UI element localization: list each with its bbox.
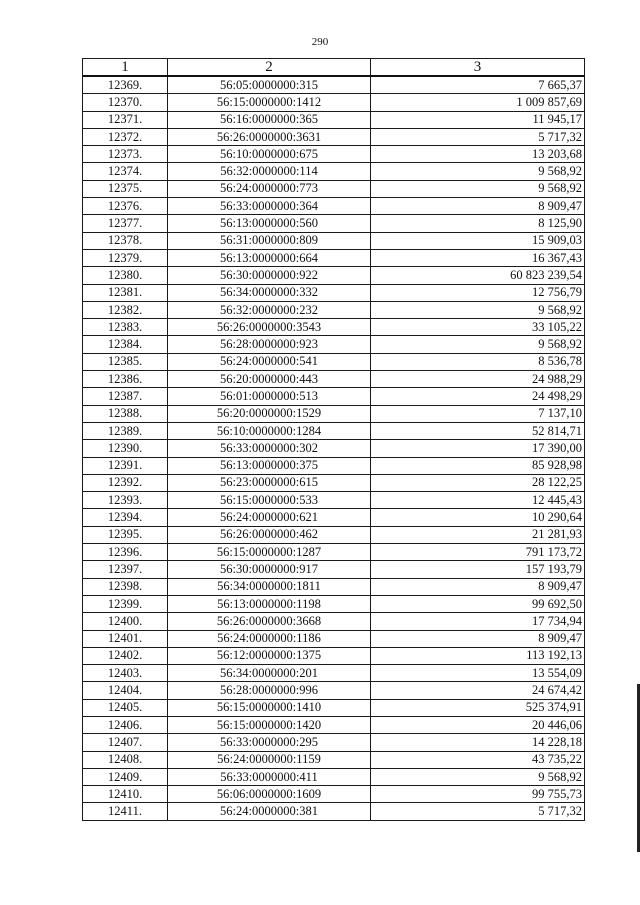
table-row xyxy=(83,180,585,197)
value-cell: 24 988,29 xyxy=(371,371,585,388)
table-row xyxy=(83,353,585,370)
table-row xyxy=(83,630,585,647)
row-number-cell: 12374. xyxy=(83,163,168,180)
value-cell: 12 445,43 xyxy=(371,492,585,509)
cadastral-number-cell: 56:34:0000000:332 xyxy=(168,284,371,301)
row-number-cell: 12406. xyxy=(83,716,168,733)
cadastral-number-cell: 56:24:0000000:773 xyxy=(168,180,371,197)
row-number-cell: 12399. xyxy=(83,595,168,612)
cadastral-number-cell: 56:15:0000000:533 xyxy=(168,492,371,509)
table-row xyxy=(83,561,585,578)
cadastral-number-cell: 56:33:0000000:364 xyxy=(168,198,371,215)
table-row xyxy=(83,267,585,284)
value-cell: 8 909,47 xyxy=(371,630,585,647)
table-row xyxy=(83,146,585,163)
column-header-cadastral-number: 2 xyxy=(168,59,371,77)
row-number-cell: 12405. xyxy=(83,699,168,716)
cadastral-number-cell: 56:24:0000000:1159 xyxy=(168,751,371,768)
table-row xyxy=(83,371,585,388)
table-row xyxy=(83,595,585,612)
row-number-cell: 12403. xyxy=(83,665,168,682)
table-row xyxy=(83,94,585,111)
row-number-cell: 12396. xyxy=(83,544,168,561)
cadastral-number-cell: 56:32:0000000:114 xyxy=(168,163,371,180)
cadastral-number-cell: 56:20:0000000:443 xyxy=(168,371,371,388)
cadastral-number-cell: 56:24:0000000:381 xyxy=(168,803,371,820)
cadastral-number-cell: 56:23:0000000:615 xyxy=(168,474,371,491)
row-number-cell: 12384. xyxy=(83,336,168,353)
table-body xyxy=(83,76,585,820)
cadastral-number-cell: 56:33:0000000:295 xyxy=(168,734,371,751)
row-number-cell: 12371. xyxy=(83,111,168,128)
value-cell: 7 137,10 xyxy=(371,405,585,422)
cadastral-number-cell: 56:30:0000000:917 xyxy=(168,561,371,578)
cadastral-number-cell: 56:32:0000000:232 xyxy=(168,301,371,318)
row-number-cell: 12411. xyxy=(83,803,168,820)
cadastral-number-cell: 56:26:0000000:462 xyxy=(168,526,371,543)
value-cell: 13 203,68 xyxy=(371,146,585,163)
cadastral-number-cell: 56:13:0000000:1198 xyxy=(168,595,371,612)
table-row xyxy=(83,232,585,249)
cadastral-number-cell: 56:34:0000000:1811 xyxy=(168,578,371,595)
row-number-cell: 12391. xyxy=(83,457,168,474)
row-number-cell: 12404. xyxy=(83,682,168,699)
table-row xyxy=(83,440,585,457)
value-cell: 52 814,71 xyxy=(371,422,585,439)
table-row xyxy=(83,647,585,664)
cadastral-number-cell: 56:34:0000000:201 xyxy=(168,665,371,682)
column-header-value: 3 xyxy=(371,59,585,77)
value-cell: 28 122,25 xyxy=(371,474,585,491)
table-row xyxy=(83,284,585,301)
table-row xyxy=(83,215,585,232)
row-number-cell: 12383. xyxy=(83,319,168,336)
value-cell: 157 193,79 xyxy=(371,561,585,578)
table-row xyxy=(83,665,585,682)
row-number-cell: 12394. xyxy=(83,509,168,526)
cadastral-number-cell: 56:28:0000000:923 xyxy=(168,336,371,353)
row-number-cell: 12397. xyxy=(83,561,168,578)
cadastral-value-table xyxy=(82,58,585,821)
row-number-cell: 12370. xyxy=(83,94,168,111)
cadastral-number-cell: 56:26:0000000:3668 xyxy=(168,613,371,630)
value-cell: 11 945,17 xyxy=(371,111,585,128)
table-row xyxy=(83,388,585,405)
cadastral-number-cell: 56:24:0000000:1186 xyxy=(168,630,371,647)
table-row xyxy=(83,319,585,336)
value-cell: 21 281,93 xyxy=(371,526,585,543)
value-cell: 60 823 239,54 xyxy=(371,267,585,284)
column-header-number: 1 xyxy=(83,59,168,77)
value-cell: 5 717,32 xyxy=(371,803,585,820)
cadastral-number-cell: 56:01:0000000:513 xyxy=(168,388,371,405)
row-number-cell: 12400. xyxy=(83,613,168,630)
value-cell: 17 390,00 xyxy=(371,440,585,457)
table-row xyxy=(83,336,585,353)
value-cell: 7 665,37 xyxy=(371,76,585,94)
table-row xyxy=(83,734,585,751)
cadastral-number-cell: 56:13:0000000:375 xyxy=(168,457,371,474)
table-row xyxy=(83,751,585,768)
table-row xyxy=(83,474,585,491)
cadastral-number-cell: 56:13:0000000:664 xyxy=(168,249,371,266)
row-number-cell: 12409. xyxy=(83,768,168,785)
table-row xyxy=(83,509,585,526)
value-cell: 791 173,72 xyxy=(371,544,585,561)
cadastral-number-cell: 56:26:0000000:3543 xyxy=(168,319,371,336)
cadastral-number-cell: 56:05:0000000:315 xyxy=(168,76,371,94)
value-cell: 14 228,18 xyxy=(371,734,585,751)
cadastral-number-cell: 56:26:0000000:3631 xyxy=(168,128,371,145)
row-number-cell: 12378. xyxy=(83,232,168,249)
value-cell: 13 554,09 xyxy=(371,665,585,682)
table-row xyxy=(83,163,585,180)
cadastral-number-cell: 56:15:0000000:1420 xyxy=(168,716,371,733)
value-cell: 5 717,32 xyxy=(371,128,585,145)
value-cell: 525 374,91 xyxy=(371,699,585,716)
row-number-cell: 12407. xyxy=(83,734,168,751)
row-number-cell: 12385. xyxy=(83,353,168,370)
cadastral-number-cell: 56:31:0000000:809 xyxy=(168,232,371,249)
value-cell: 99 692,50 xyxy=(371,595,585,612)
table-row xyxy=(83,76,585,94)
value-cell: 8 909,47 xyxy=(371,198,585,215)
value-cell: 85 928,98 xyxy=(371,457,585,474)
value-cell: 24 674,42 xyxy=(371,682,585,699)
value-cell: 8 536,78 xyxy=(371,353,585,370)
cadastral-number-cell: 56:30:0000000:922 xyxy=(168,267,371,284)
table-row xyxy=(83,457,585,474)
table-row xyxy=(83,526,585,543)
table-row xyxy=(83,803,585,820)
value-cell: 99 755,73 xyxy=(371,786,585,803)
row-number-cell: 12408. xyxy=(83,751,168,768)
value-cell: 9 568,92 xyxy=(371,768,585,785)
row-number-cell: 12390. xyxy=(83,440,168,457)
cadastral-number-cell: 56:15:0000000:1412 xyxy=(168,94,371,111)
row-number-cell: 12388. xyxy=(83,405,168,422)
table-row xyxy=(83,544,585,561)
table-row xyxy=(83,613,585,630)
value-cell: 9 568,92 xyxy=(371,336,585,353)
cadastral-number-cell: 56:13:0000000:560 xyxy=(168,215,371,232)
value-cell: 12 756,79 xyxy=(371,284,585,301)
table-row xyxy=(83,716,585,733)
value-cell: 9 568,92 xyxy=(371,301,585,318)
row-number-cell: 12398. xyxy=(83,578,168,595)
table-row xyxy=(83,699,585,716)
value-cell: 1 009 857,69 xyxy=(371,94,585,111)
value-cell: 33 105,22 xyxy=(371,319,585,336)
row-number-cell: 12387. xyxy=(83,388,168,405)
value-cell: 16 367,43 xyxy=(371,249,585,266)
cadastral-number-cell: 56:33:0000000:411 xyxy=(168,768,371,785)
row-number-cell: 12380. xyxy=(83,267,168,284)
row-number-cell: 12379. xyxy=(83,249,168,266)
row-number-cell: 12393. xyxy=(83,492,168,509)
value-cell: 8 909,47 xyxy=(371,578,585,595)
table-row xyxy=(83,768,585,785)
row-number-cell: 12389. xyxy=(83,422,168,439)
table-row xyxy=(83,405,585,422)
table-row xyxy=(83,249,585,266)
value-cell: 8 125,90 xyxy=(371,215,585,232)
table-row xyxy=(83,578,585,595)
cadastral-number-cell: 56:15:0000000:1287 xyxy=(168,544,371,561)
table-header-row xyxy=(83,59,585,77)
table-row xyxy=(83,111,585,128)
cadastral-number-cell: 56:20:0000000:1529 xyxy=(168,405,371,422)
row-number-cell: 12386. xyxy=(83,371,168,388)
cadastral-number-cell: 56:28:0000000:996 xyxy=(168,682,371,699)
value-cell: 9 568,92 xyxy=(371,163,585,180)
table-row xyxy=(83,492,585,509)
row-number-cell: 12381. xyxy=(83,284,168,301)
row-number-cell: 12402. xyxy=(83,647,168,664)
row-number-cell: 12377. xyxy=(83,215,168,232)
value-cell: 43 735,22 xyxy=(371,751,585,768)
cadastral-number-cell: 56:10:0000000:675 xyxy=(168,146,371,163)
row-number-cell: 12375. xyxy=(83,180,168,197)
value-cell: 15 909,03 xyxy=(371,232,585,249)
cadastral-number-cell: 56:12:0000000:1375 xyxy=(168,647,371,664)
table-row xyxy=(83,198,585,215)
row-number-cell: 12373. xyxy=(83,146,168,163)
value-cell: 113 192,13 xyxy=(371,647,585,664)
row-number-cell: 12376. xyxy=(83,198,168,215)
table-row xyxy=(83,422,585,439)
row-number-cell: 12369. xyxy=(83,76,168,94)
table-row xyxy=(83,682,585,699)
cadastral-number-cell: 56:16:0000000:365 xyxy=(168,111,371,128)
page-number: 290 xyxy=(311,36,329,48)
row-number-cell: 12401. xyxy=(83,630,168,647)
row-number-cell: 12372. xyxy=(83,128,168,145)
row-number-cell: 12410. xyxy=(83,786,168,803)
row-number-cell: 12395. xyxy=(83,526,168,543)
row-number-cell: 12392. xyxy=(83,474,168,491)
cadastral-number-cell: 56:33:0000000:302 xyxy=(168,440,371,457)
value-cell: 17 734,94 xyxy=(371,613,585,630)
cadastral-number-cell: 56:15:0000000:1410 xyxy=(168,699,371,716)
cadastral-number-cell: 56:10:0000000:1284 xyxy=(168,422,371,439)
table-row xyxy=(83,128,585,145)
value-cell: 9 568,92 xyxy=(371,180,585,197)
table-row xyxy=(83,301,585,318)
table-row xyxy=(83,786,585,803)
cadastral-number-cell: 56:06:0000000:1609 xyxy=(168,786,371,803)
value-cell: 20 446,06 xyxy=(371,716,585,733)
cadastral-number-cell: 56:24:0000000:621 xyxy=(168,509,371,526)
value-cell: 10 290,64 xyxy=(371,509,585,526)
row-number-cell: 12382. xyxy=(83,301,168,318)
cadastral-number-cell: 56:24:0000000:541 xyxy=(168,353,371,370)
value-cell: 24 498,29 xyxy=(371,388,585,405)
